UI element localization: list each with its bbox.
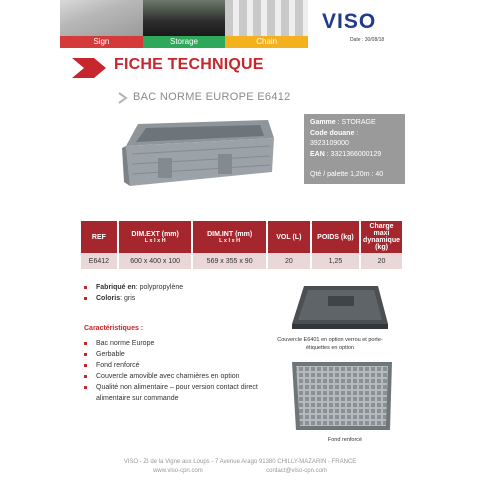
- document-date: Date : 30/08/18: [350, 37, 385, 43]
- banner-sign: [60, 0, 143, 48]
- cell-charge: 20: [360, 253, 402, 269]
- lid-image: [290, 284, 390, 332]
- title-chevron-icon: [72, 58, 106, 78]
- page-title: FICHE TECHNIQUE: [114, 56, 264, 73]
- info-palette: Qté / palette 1,20m : 40: [310, 171, 384, 178]
- cell-ref: E6412: [81, 253, 118, 269]
- footer-email-link[interactable]: contact@viso-cpn.com: [266, 468, 327, 474]
- th-dim-int: DIM.INT (mm) L x l x H: [192, 221, 266, 253]
- header-banner: [60, 0, 308, 48]
- characteristics-list: [84, 338, 274, 404]
- cell-dim-ext: 600 x 400 x 100: [118, 253, 193, 269]
- bullet-icon: [84, 386, 87, 389]
- bullet-icon: [84, 353, 87, 356]
- bullet-icon: [84, 375, 87, 378]
- banner-storage: [143, 0, 226, 48]
- product-subtitle: BAC NORME EUROPE E6412: [133, 91, 291, 103]
- storage-photo: [143, 0, 226, 36]
- cell-dim-int: 569 x 355 x 90: [192, 253, 266, 269]
- chain-photo: [225, 0, 308, 36]
- bullet-icon: [84, 286, 87, 289]
- crate-image: [118, 118, 276, 194]
- bullet-icon: [84, 297, 87, 300]
- list-item: Qualité non alimentaire – pour version contact direct alimentaire sur commande: [84, 382, 274, 404]
- footer-contact: [0, 467, 480, 476]
- list-item: Coloris : gris: [84, 293, 183, 304]
- th-poids: POIDS (kg): [311, 221, 360, 253]
- th-ref: REF: [81, 221, 118, 253]
- cell-vol: 20: [267, 253, 311, 269]
- bottom-caption: Fond renforcé: [327, 437, 363, 443]
- th-charge: Charge maxi dynamique (kg): [360, 221, 402, 253]
- spec-table-header: [81, 221, 402, 253]
- footer-web-link[interactable]: www.viso-cpn.com: [153, 468, 203, 474]
- th-vol: VOL (L): [267, 221, 311, 253]
- banner-chain: [225, 0, 308, 48]
- list-item: Gerbable: [84, 349, 274, 360]
- list-item: Fond renforcé: [84, 360, 274, 371]
- banner-storage-label: Storage: [143, 36, 226, 48]
- th-dim-ext: DIM.EXT (mm) L x l x H: [118, 221, 193, 253]
- list-item: Couvercle amovible avec charnières en option: [84, 371, 274, 382]
- footer-address: VISO - ZI de la Vigne aux Loups - 7 Avenue Arago 91380 CHILLY-MAZARIN - FRANCE: [123, 459, 357, 465]
- info-ean: EAN : 3321366000129: [310, 150, 382, 158]
- table-row: [81, 253, 402, 269]
- spec-table: [81, 221, 402, 269]
- banner-chain-label: Chain: [225, 36, 308, 48]
- info-gamme: Gamme : STORAGE: [310, 119, 376, 126]
- features-list: [84, 282, 183, 304]
- characteristics-title: Caractéristiques :: [84, 325, 144, 332]
- info-douane: Code douane : 3923109000: [310, 129, 359, 147]
- cell-poids: 1,25: [311, 253, 360, 269]
- banner-sign-label: Sign: [60, 36, 143, 48]
- bullet-icon: [84, 364, 87, 367]
- viso-logo: VISO: [322, 10, 377, 33]
- sign-photo: [60, 0, 143, 36]
- bullet-icon: [84, 342, 87, 345]
- bottom-image: [286, 360, 396, 432]
- footer: [0, 458, 480, 476]
- lid-caption: Couvercle E6401 en option verrou et porte-étiquettes en option: [277, 337, 383, 351]
- product-info-box: [304, 114, 405, 184]
- list-item: Fabriqué en : polypropylène: [84, 282, 183, 293]
- list-item: Bac norme Europe: [84, 338, 274, 349]
- subtitle-chevron-icon: [117, 92, 129, 104]
